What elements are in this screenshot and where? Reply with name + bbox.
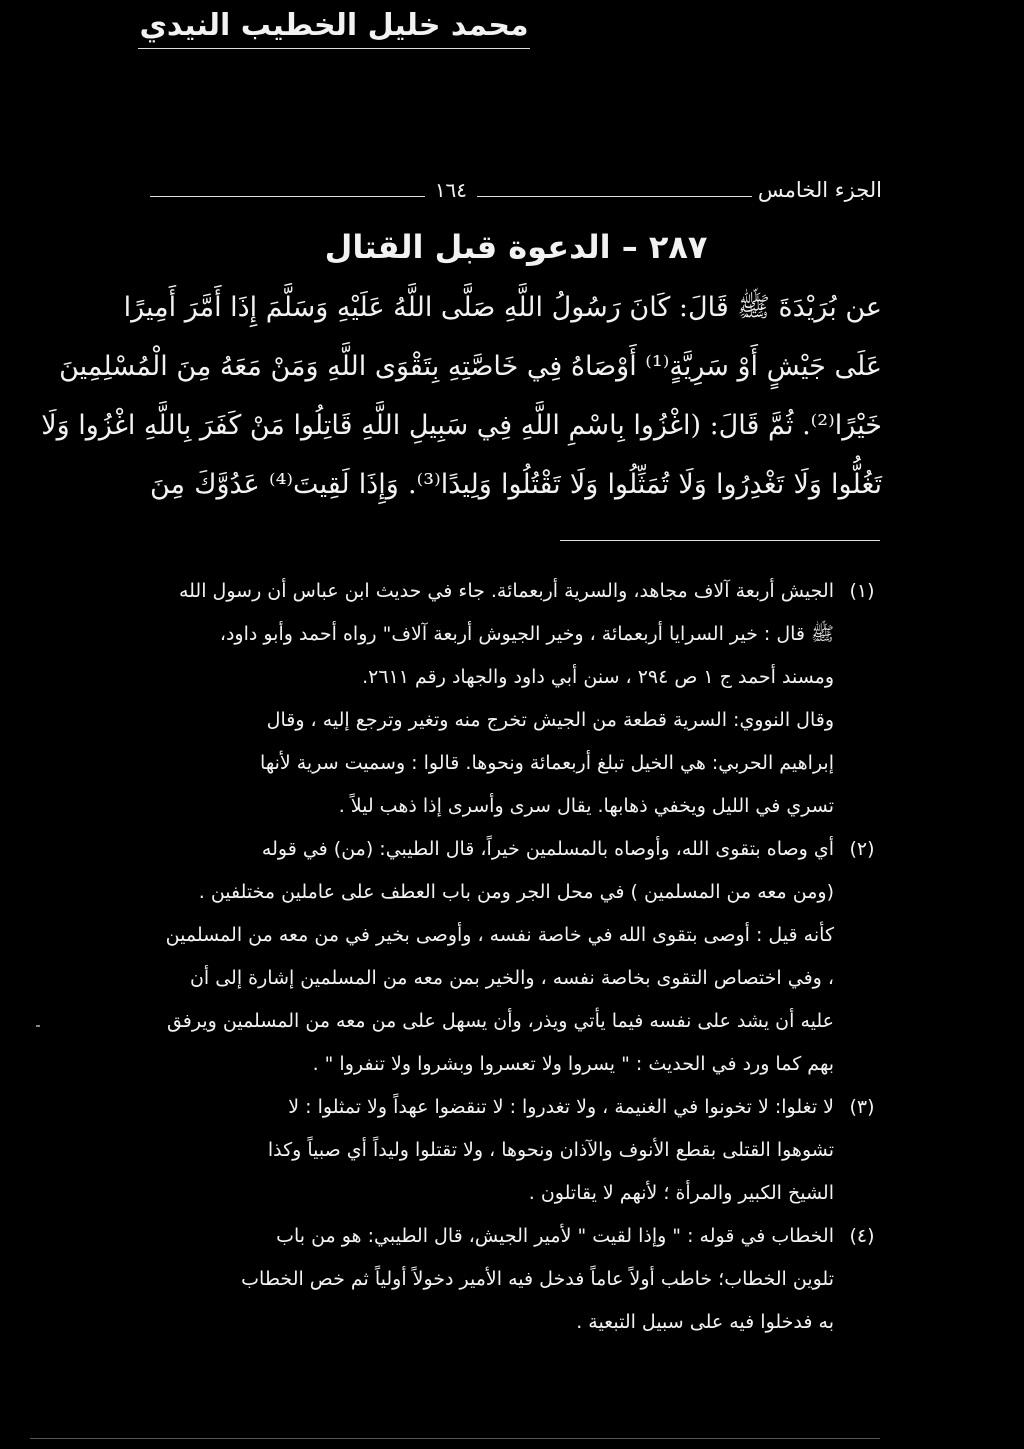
- footnote-line: عليه أن يشد على نفسه فيما يأتي ويذر، وأن يسهل على من معه من المسلمين ويرفق: [166, 1010, 834, 1032]
- footnote-2: [100, 828, 890, 1086]
- footnote-line: الشيخ الكبير والمرأة ؛ لأنهم لا يقاتلون .: [528, 1182, 834, 1204]
- volume-title: الجزء الخامس: [757, 178, 882, 202]
- hadith-line: تَغُلُّوا وَلَا تَغْدِرُوا وَلَا تُمَثِّلُوا وَلَا تَقْتُلُوا وَلِيدًا⁽³⁾. وَإِذَا لَقِيتَ⁽⁴⁾ عَدُوَّكَ مِنَ: [150, 469, 882, 500]
- footnote-line: تلوين الخطاب؛ خاطب أولاً عاماً فدخل فيه الأمير دخولاً أولياً ثم خص الخطاب: [241, 1268, 834, 1290]
- footnote-separator: [560, 540, 880, 541]
- footnote-line: ﷺ قال : خير السرايا أربعمائة ، وخير الجيوش أربعة آلاف" رواه أحمد وأبو داود،: [219, 623, 834, 645]
- hadith-line: عن بُرَيْدَةَ ﷺ قَالَ: كَانَ رَسُولُ اللَّهِ صَلَّى اللَّهُ عَلَيْهِ وَسَلَّمَ إِذَا أَمَّرَ أَمِيرًا: [123, 292, 882, 323]
- footnote-body: [100, 1086, 834, 1215]
- page-number: ١٦٤: [434, 178, 468, 202]
- footnote-3: [100, 1086, 890, 1215]
- footnote-line: الخطاب في قوله : " وإذا لقيت " لأمير الجيش، قال الطيبي: هو من باب: [276, 1225, 834, 1247]
- footnote-line: (ومن معه من المسلمين ) في محل الجر ومن باب العطف على عاملين مختلفين .: [198, 881, 834, 903]
- running-head-rule: [150, 196, 425, 197]
- footnote-1: [100, 570, 890, 828]
- footnote-marker: (١): [849, 580, 875, 602]
- author-header: محمد خليل الخطيب النيدي: [138, 6, 530, 49]
- footnote-line: الجيش أربعة آلاف مجاهد، والسرية أربعمائة. جاء في حديث ابن عباس أن رسول الله: [178, 580, 834, 602]
- footnote-line: كأنه قيل : أوصى بتقوى الله في خاصة نفسه ، وأوصى بخير في من معه من المسلمين: [165, 924, 834, 946]
- footnote-line: ، وفي اختصاص التقوى بخاصة نفسه ، والخير بمن معه من المسلمين إشارة إلى أن: [189, 967, 834, 989]
- footnote-line: تسري في الليل ويخفي ذهابها. يقال سرى وأسرى إذا ذهب ليلاً .: [338, 795, 834, 817]
- footnote-line: لا تغلوا: لا تخونوا في الغنيمة ، ولا تغدروا : لا تنقضوا عهداً ولا تمثلوا : لا: [288, 1096, 834, 1118]
- footnote-line: أي وصاه بتقوى الله، وأوصاه بالمسلمين خيراً، قال الطيبي: (من) في قوله: [261, 838, 834, 860]
- footnote-line: تشوهوا القتلى بقطع الأنوف والآذان ونحوها ، ولا تقتلوا وليداً أي صبياً وكذا: [267, 1139, 834, 1161]
- footnote-marker: (٣): [849, 1096, 875, 1118]
- footnote-line: بهم كما ورد في الحديث : " يسروا ولا تعسروا وبشروا ولا تنفروا " .: [312, 1053, 834, 1075]
- footnote-body: [100, 570, 834, 828]
- hadith-line: عَلَى جَيْشٍ أَوْ سَرِيَّةٍ⁽¹⁾ أَوْصَاهُ فِي خَاصَّتِهِ بِتَقْوَى اللَّهِ وَمَنْ مَعَهُ مِنَ الْمُسْلِمِينَ: [59, 351, 882, 382]
- section-title: ٢٨٧ – الدعوة قبل القتال: [324, 228, 708, 266]
- footnote-line: ومسند أحمد ج ١ ص ٢٩٤ ، سنن أبي داود والجهاد رقم ٢٦١١.: [362, 666, 834, 688]
- footnote-line: وقال النووي: السرية قطعة من الجيش تخرج منه وتغير وترجع إليه ، وقال: [266, 709, 834, 731]
- footnotes: [100, 570, 890, 1344]
- footnote-marker: (٢): [849, 838, 875, 860]
- footnote-body: [100, 1215, 834, 1344]
- hadith-line: خَيْرًا⁽²⁾. ثُمَّ قَالَ: (اغْزُوا بِاسْمِ اللَّهِ فِي سَبِيلِ اللَّهِ قَاتِلُوا مَنْ كَفَرَ بِاللَّهِ اغْزُوا وَلَا: [41, 410, 882, 441]
- page-bottom-rule: [30, 1438, 880, 1439]
- scan-speck: [36, 1025, 40, 1027]
- footnote-line: به فدخلوا فيه على سبيل التبعية .: [576, 1311, 834, 1333]
- footnote-body: [100, 828, 834, 1086]
- hadith-text: [41, 278, 882, 514]
- footnote-4: [100, 1215, 890, 1344]
- footnote-line: إبراهيم الحربي: هي الخيل تبلغ أربعمائة ونحوها. قالوا : وسميت سرية لأنها: [260, 752, 834, 774]
- footnote-marker: (٤): [849, 1225, 875, 1247]
- running-head: [150, 168, 882, 202]
- running-head-rule: [477, 196, 752, 197]
